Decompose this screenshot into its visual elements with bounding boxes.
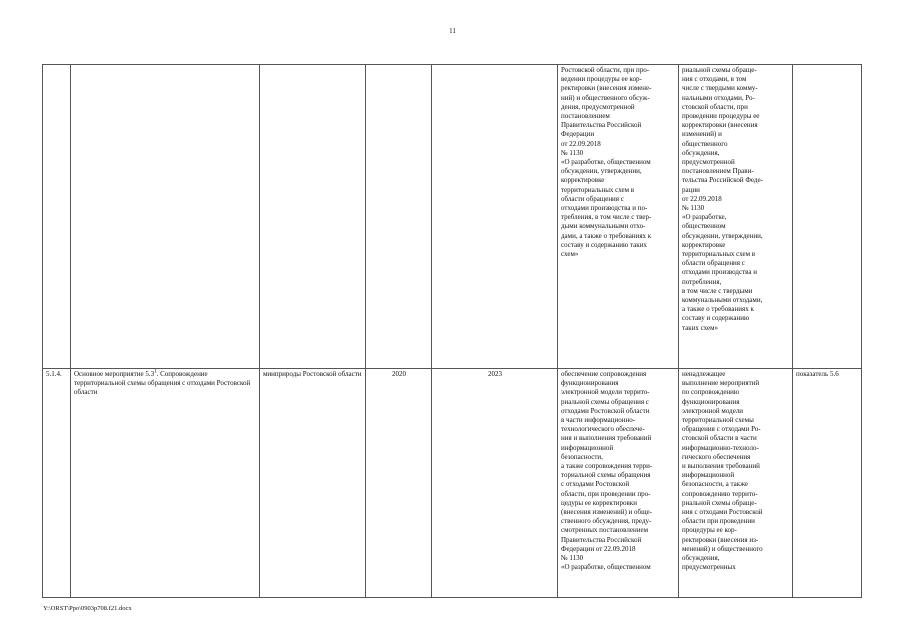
cell-indicator (793, 65, 862, 369)
measure-title-rest: . Сопровождение территориальной схемы обращения с отходами Ростовской области (74, 370, 251, 397)
measures-table (42, 64, 862, 598)
cell-executor: минприроды Ростовской области (260, 369, 366, 598)
cell-start-year: 2020 (366, 369, 432, 598)
cell-start-year (366, 65, 432, 369)
cell-end-year (432, 65, 558, 369)
cell-title (71, 65, 260, 369)
cell-executor (260, 65, 366, 369)
cell-indicator: показатель 5.6 (793, 369, 862, 598)
cell-expected-result: обеспечение сопровождения функционирования электронной модели террито- риальной схемы обращения с отходами Ростовской области в части информационно- технологического обеспече- ния и выполнения требований информационной безопасности, а также сопровождения терри- ториальной схемы обращения с отходами Ростовской области, при проведении про- цедуры ее корректировки (внесения изменений) и обще- ственного обсуждения, преду- смотренных постановлением Правительства Российской Федерации от 22.09.2018 № 1130 «О разработке, общественном (558, 369, 679, 598)
cell-consequence: риальной схемы обраще- ния с отходами, в том числе с твердыми комму- нальными отходами, Ро- стовской области, при проведении процедуры ее корректировки (внесения изменений) и общественного обсуждения, предусмотренной постановлением Прави- тельства Российской Феде- рации от 22.09.2018 № 1130 «О разработке, общественном обсуждении, утверждении, корректировке территориальных схем в области обращения с отходами производства и потребления, в том числе с твердыми коммунальными отходами, а также о требованиях к составу и содержанию таких схем» (679, 65, 793, 369)
cell-title (71, 369, 260, 598)
footnote-mark: 1 (154, 369, 157, 375)
file-path-footer: Y:\ORST\Ppo\0903p708.f21.docx (43, 605, 132, 612)
cell-end-year: 2023 (432, 369, 558, 598)
measure-title: Основное мероприятие 5.3 (74, 370, 155, 378)
cell-expected-result: Ростовской области, при про- ведении процедуры ее кор- ректировки (внесения измене- ний) и общественного обсуж- дения, предусмотренной постановлением Правительства Российской Федерации от 22.09.2018 № 1130 «О разработке, общественном обсуждении, утверждении, корректировке территориальных схем в области обращения с отходами производства и по- требления, в том числе с твер- дыми коммунальными отхо- дами, а также о требованиях к составу и содержанию таких схем» (558, 65, 679, 369)
cell-consequence: ненадлежащее выполнение мероприятий по сопровождению функционирования электронной модели территориальной схемы обращения с отходами Ро- стовской области в части информационно-техноло- гического обеспечения и выполнения требований информационной безопасности, а также сопровождению террито- риальной схемы обраще- ния с отходами Ростовской области при проведении процедуры ее кор- ректировки (внесения из- менений) и общественного обсуждения, предусмотренных (679, 369, 793, 598)
cell-number: 5.1.4. (43, 369, 71, 598)
page-number: 11 (449, 27, 456, 35)
table-row (43, 65, 862, 369)
cell-number (43, 65, 71, 369)
table-row (43, 369, 862, 598)
